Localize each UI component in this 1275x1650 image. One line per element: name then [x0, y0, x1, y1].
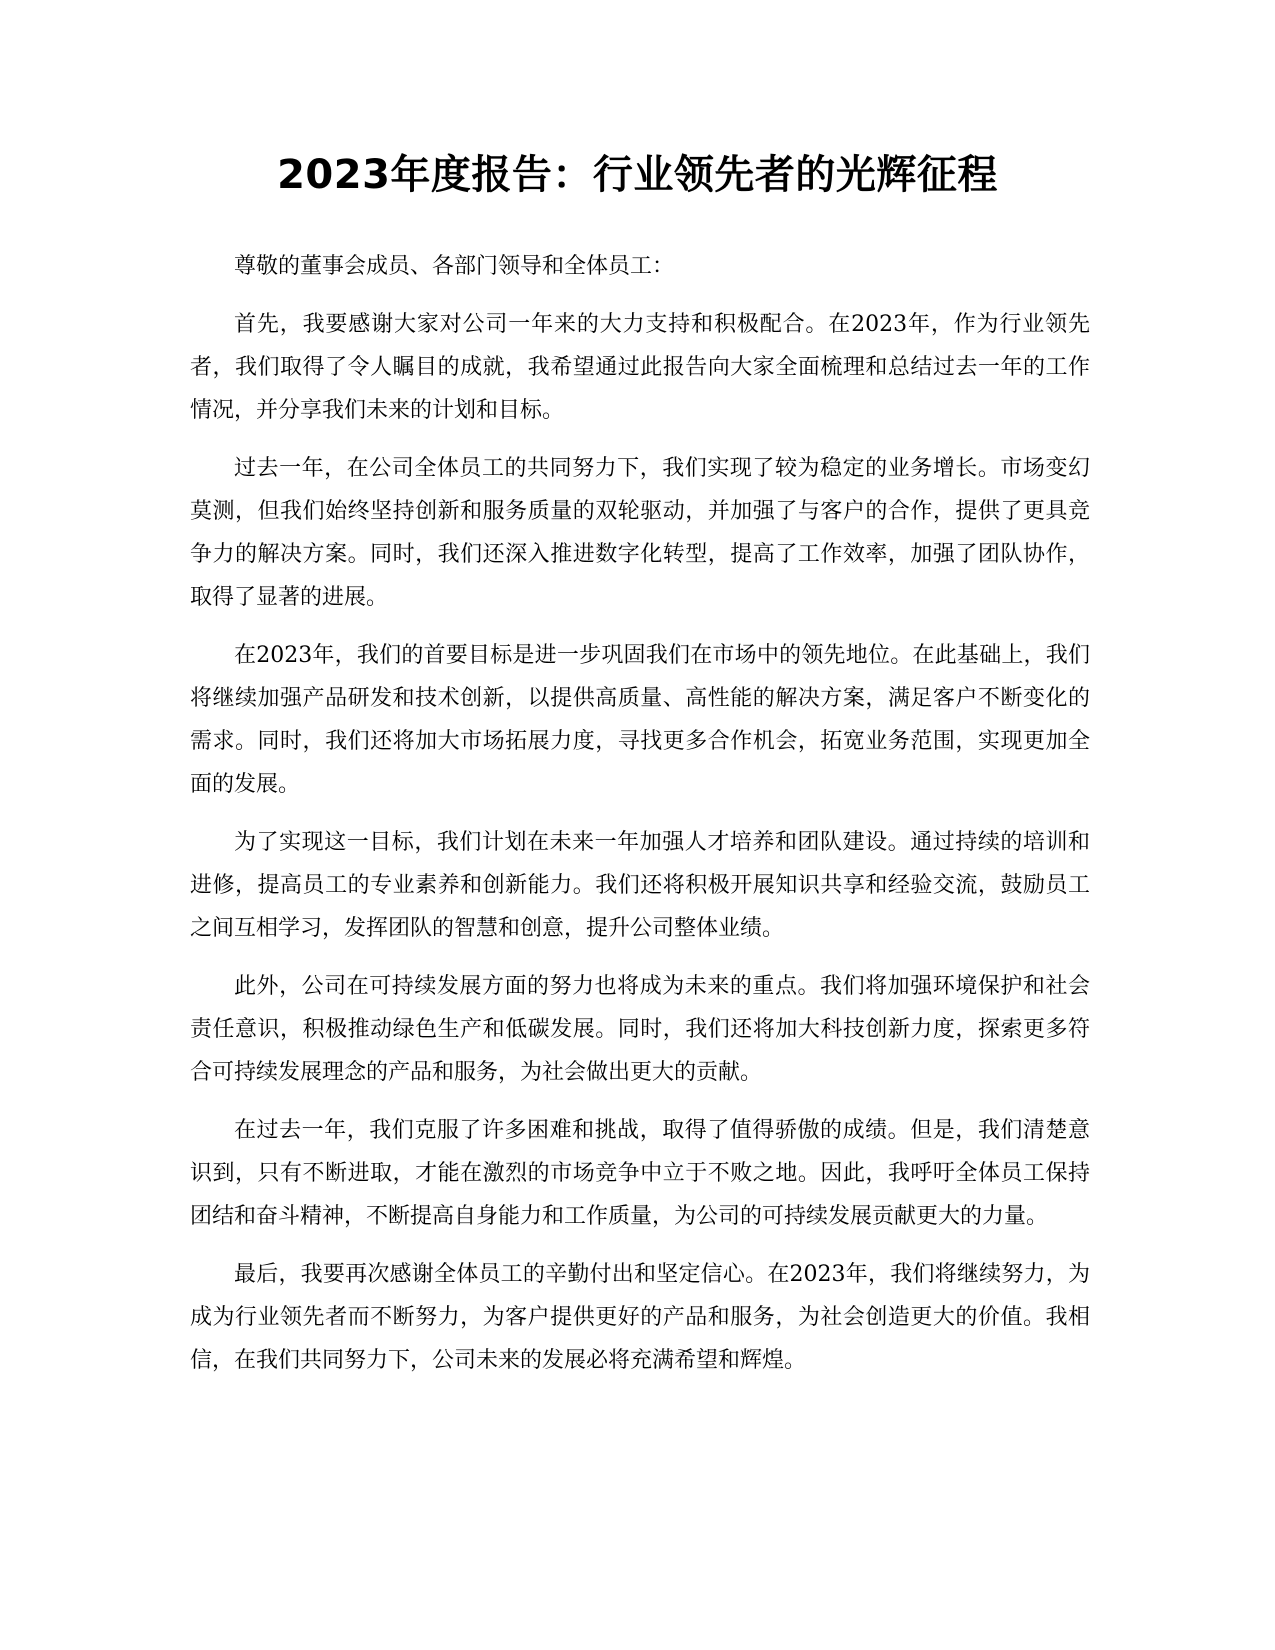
body-paragraph: 此外，公司在可持续发展方面的努力也将成为未来的重点。我们将加强环境保护和社会责任意识，积极推动绿色生产和低碳发展。同时，我们还将加大科技创新力度，探索更多符合可持续发展理念的产品和服务，为社会做出更大的贡献。: [190, 974, 1090, 1085]
body-paragraph: 首先，我要感谢大家对公司一年来的大力支持和积极配合。在2023年，作为行业领先者，我们取得了令人瞩目的成就，我希望通过此报告向大家全面梳理和总结过去一年的工作情况，并分享我们未来的计划和目标。: [190, 312, 1090, 423]
greeting-paragraph: 尊敬的董事会成员、各部门领导和全体员工：: [234, 254, 675, 279]
body-paragraph: 最后，我要再次感谢全体员工的辛勤付出和坚定信心。在2023年，我们将继续努力，为成为行业领先者而不断努力，为客户提供更好的产品和服务，为社会创造更大的价值。我相信，在我们共同努力下，公司未来的发展必将充满希望和辉煌。: [190, 1262, 1090, 1373]
document-title: 2023年度报告：行业领先者的光辉征程: [277, 152, 998, 198]
body-paragraph: 为了实现这一目标，我们计划在未来一年加强人才培养和团队建设。通过持续的培训和进修，提高员工的专业素养和创新能力。我们还将积极开展知识共享和经验交流，鼓励员工之间互相学习，发挥团队的智慧和创意，提升公司整体业绩。: [190, 830, 1090, 941]
document-body: [190, 245, 1090, 1397]
body-paragraph: 过去一年，在公司全体员工的共同努力下，我们实现了较为稳定的业务增长。市场变幻莫测，但我们始终坚持创新和服务质量的双轮驱动，并加强了与客户的合作，提供了更具竞争力的解决方案。同时，我们还深入推进数字化转型，提高了工作效率，加强了团队协作，取得了显著的进展。: [190, 456, 1090, 610]
body-paragraph: 在过去一年，我们克服了许多困难和挑战，取得了值得骄傲的成绩。但是，我们清楚意识到，只有不断进取，才能在激烈的市场竞争中立于不败之地。因此，我呼吁全体员工保持团结和奋斗精神，不断提高自身能力和工作质量，为公司的可持续发展贡献更大的力量。: [190, 1118, 1090, 1229]
body-paragraph: 在2023年，我们的首要目标是进一步巩固我们在市场中的领先地位。在此基础上，我们将继续加强产品研发和技术创新，以提供高质量、高性能的解决方案，满足客户不断变化的需求。同时，我们还将加大市场拓展力度，寻找更多合作机会，拓宽业务范围，实现更加全面的发展。: [190, 643, 1090, 797]
